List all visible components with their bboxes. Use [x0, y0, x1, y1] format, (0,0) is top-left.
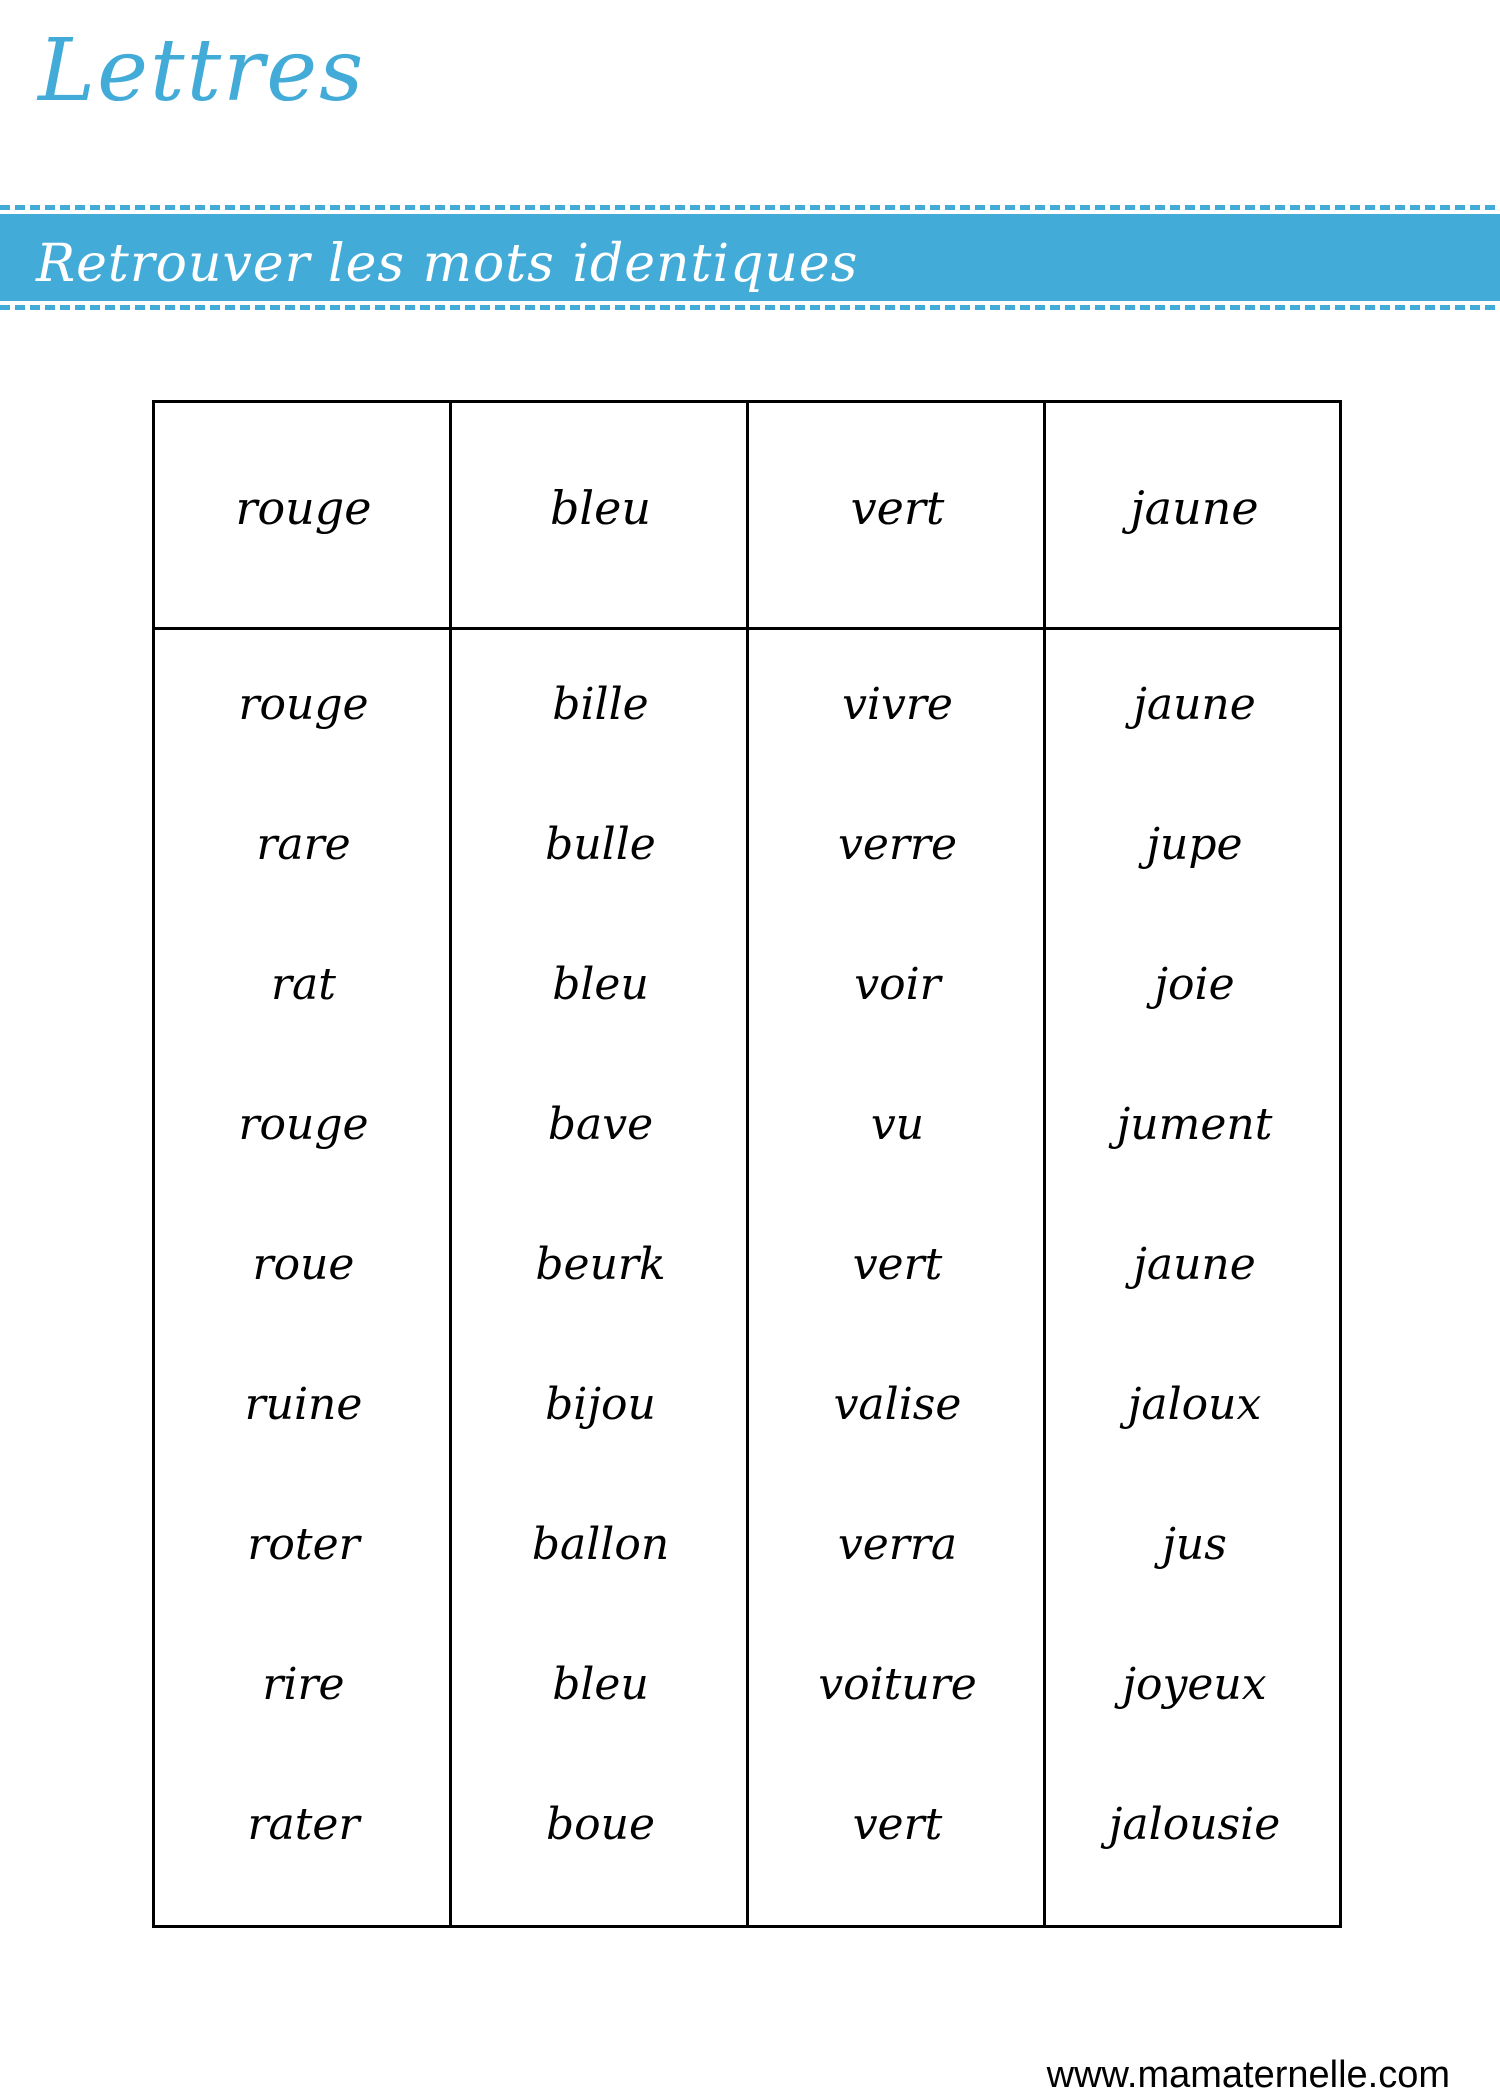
word-item[interactable]: bille: [552, 679, 649, 730]
word-item[interactable]: jument: [1116, 1099, 1273, 1150]
word-list: [452, 665, 749, 1925]
word-item[interactable]: rouge: [238, 679, 369, 730]
page-title: Lettres: [38, 21, 366, 121]
banner-dashed-border-top: [0, 205, 1500, 210]
word-item[interactable]: joyeux: [1122, 1659, 1267, 1710]
word-item[interactable]: rater: [247, 1799, 360, 1850]
word-item[interactable]: roter: [247, 1519, 360, 1570]
column-header-word: bleu: [549, 481, 651, 535]
word-item[interactable]: beurk: [535, 1239, 666, 1290]
word-item[interactable]: jaloux: [1127, 1379, 1262, 1430]
word-item[interactable]: rire: [262, 1659, 345, 1710]
word-item[interactable]: bulle: [545, 819, 656, 870]
word-item[interactable]: bleu: [552, 959, 649, 1010]
word-item[interactable]: bijou: [545, 1379, 656, 1430]
word-item[interactable]: jus: [1162, 1519, 1227, 1570]
header-divider: [155, 627, 1339, 630]
word-item[interactable]: boue: [545, 1799, 656, 1850]
column-header-word: jaune: [1130, 481, 1259, 535]
instruction-text: Retrouver les mots identiques: [36, 234, 859, 294]
word-item[interactable]: jaune: [1133, 679, 1256, 730]
word-list: [749, 665, 1046, 1925]
word-item[interactable]: rouge: [238, 1099, 369, 1150]
word-item[interactable]: jalousie: [1108, 1799, 1281, 1850]
word-item[interactable]: vivre: [842, 679, 953, 730]
word-item[interactable]: verra: [837, 1519, 958, 1570]
word-item[interactable]: roue: [252, 1239, 355, 1290]
word-item[interactable]: bleu: [552, 1659, 649, 1710]
word-list: [1046, 665, 1343, 1925]
word-item[interactable]: ballon: [531, 1519, 670, 1570]
word-item[interactable]: bave: [547, 1099, 654, 1150]
word-item[interactable]: jaune: [1133, 1239, 1256, 1290]
column-header-word: rouge: [235, 481, 372, 535]
word-table: [152, 400, 1342, 1928]
instruction-banner: [0, 205, 1500, 310]
column-header-word: vert: [850, 481, 945, 535]
word-item[interactable]: ruine: [244, 1379, 363, 1430]
word-item[interactable]: valise: [833, 1379, 962, 1430]
word-item[interactable]: jupe: [1146, 819, 1243, 870]
word-item[interactable]: verre: [837, 819, 957, 870]
word-item[interactable]: vu: [870, 1099, 925, 1150]
word-item[interactable]: rare: [256, 819, 351, 870]
word-item[interactable]: voir: [854, 959, 941, 1010]
word-item[interactable]: vert: [852, 1239, 943, 1290]
banner-band: [0, 214, 1500, 301]
website-footer: www.mamaternelle.com: [1046, 2054, 1450, 2096]
word-item[interactable]: joie: [1154, 959, 1235, 1010]
word-item[interactable]: vert: [852, 1799, 943, 1850]
word-item[interactable]: rat: [271, 959, 336, 1010]
banner-dashed-border-bottom: [0, 305, 1500, 310]
word-list: [155, 665, 452, 1925]
word-item[interactable]: voiture: [818, 1659, 977, 1710]
